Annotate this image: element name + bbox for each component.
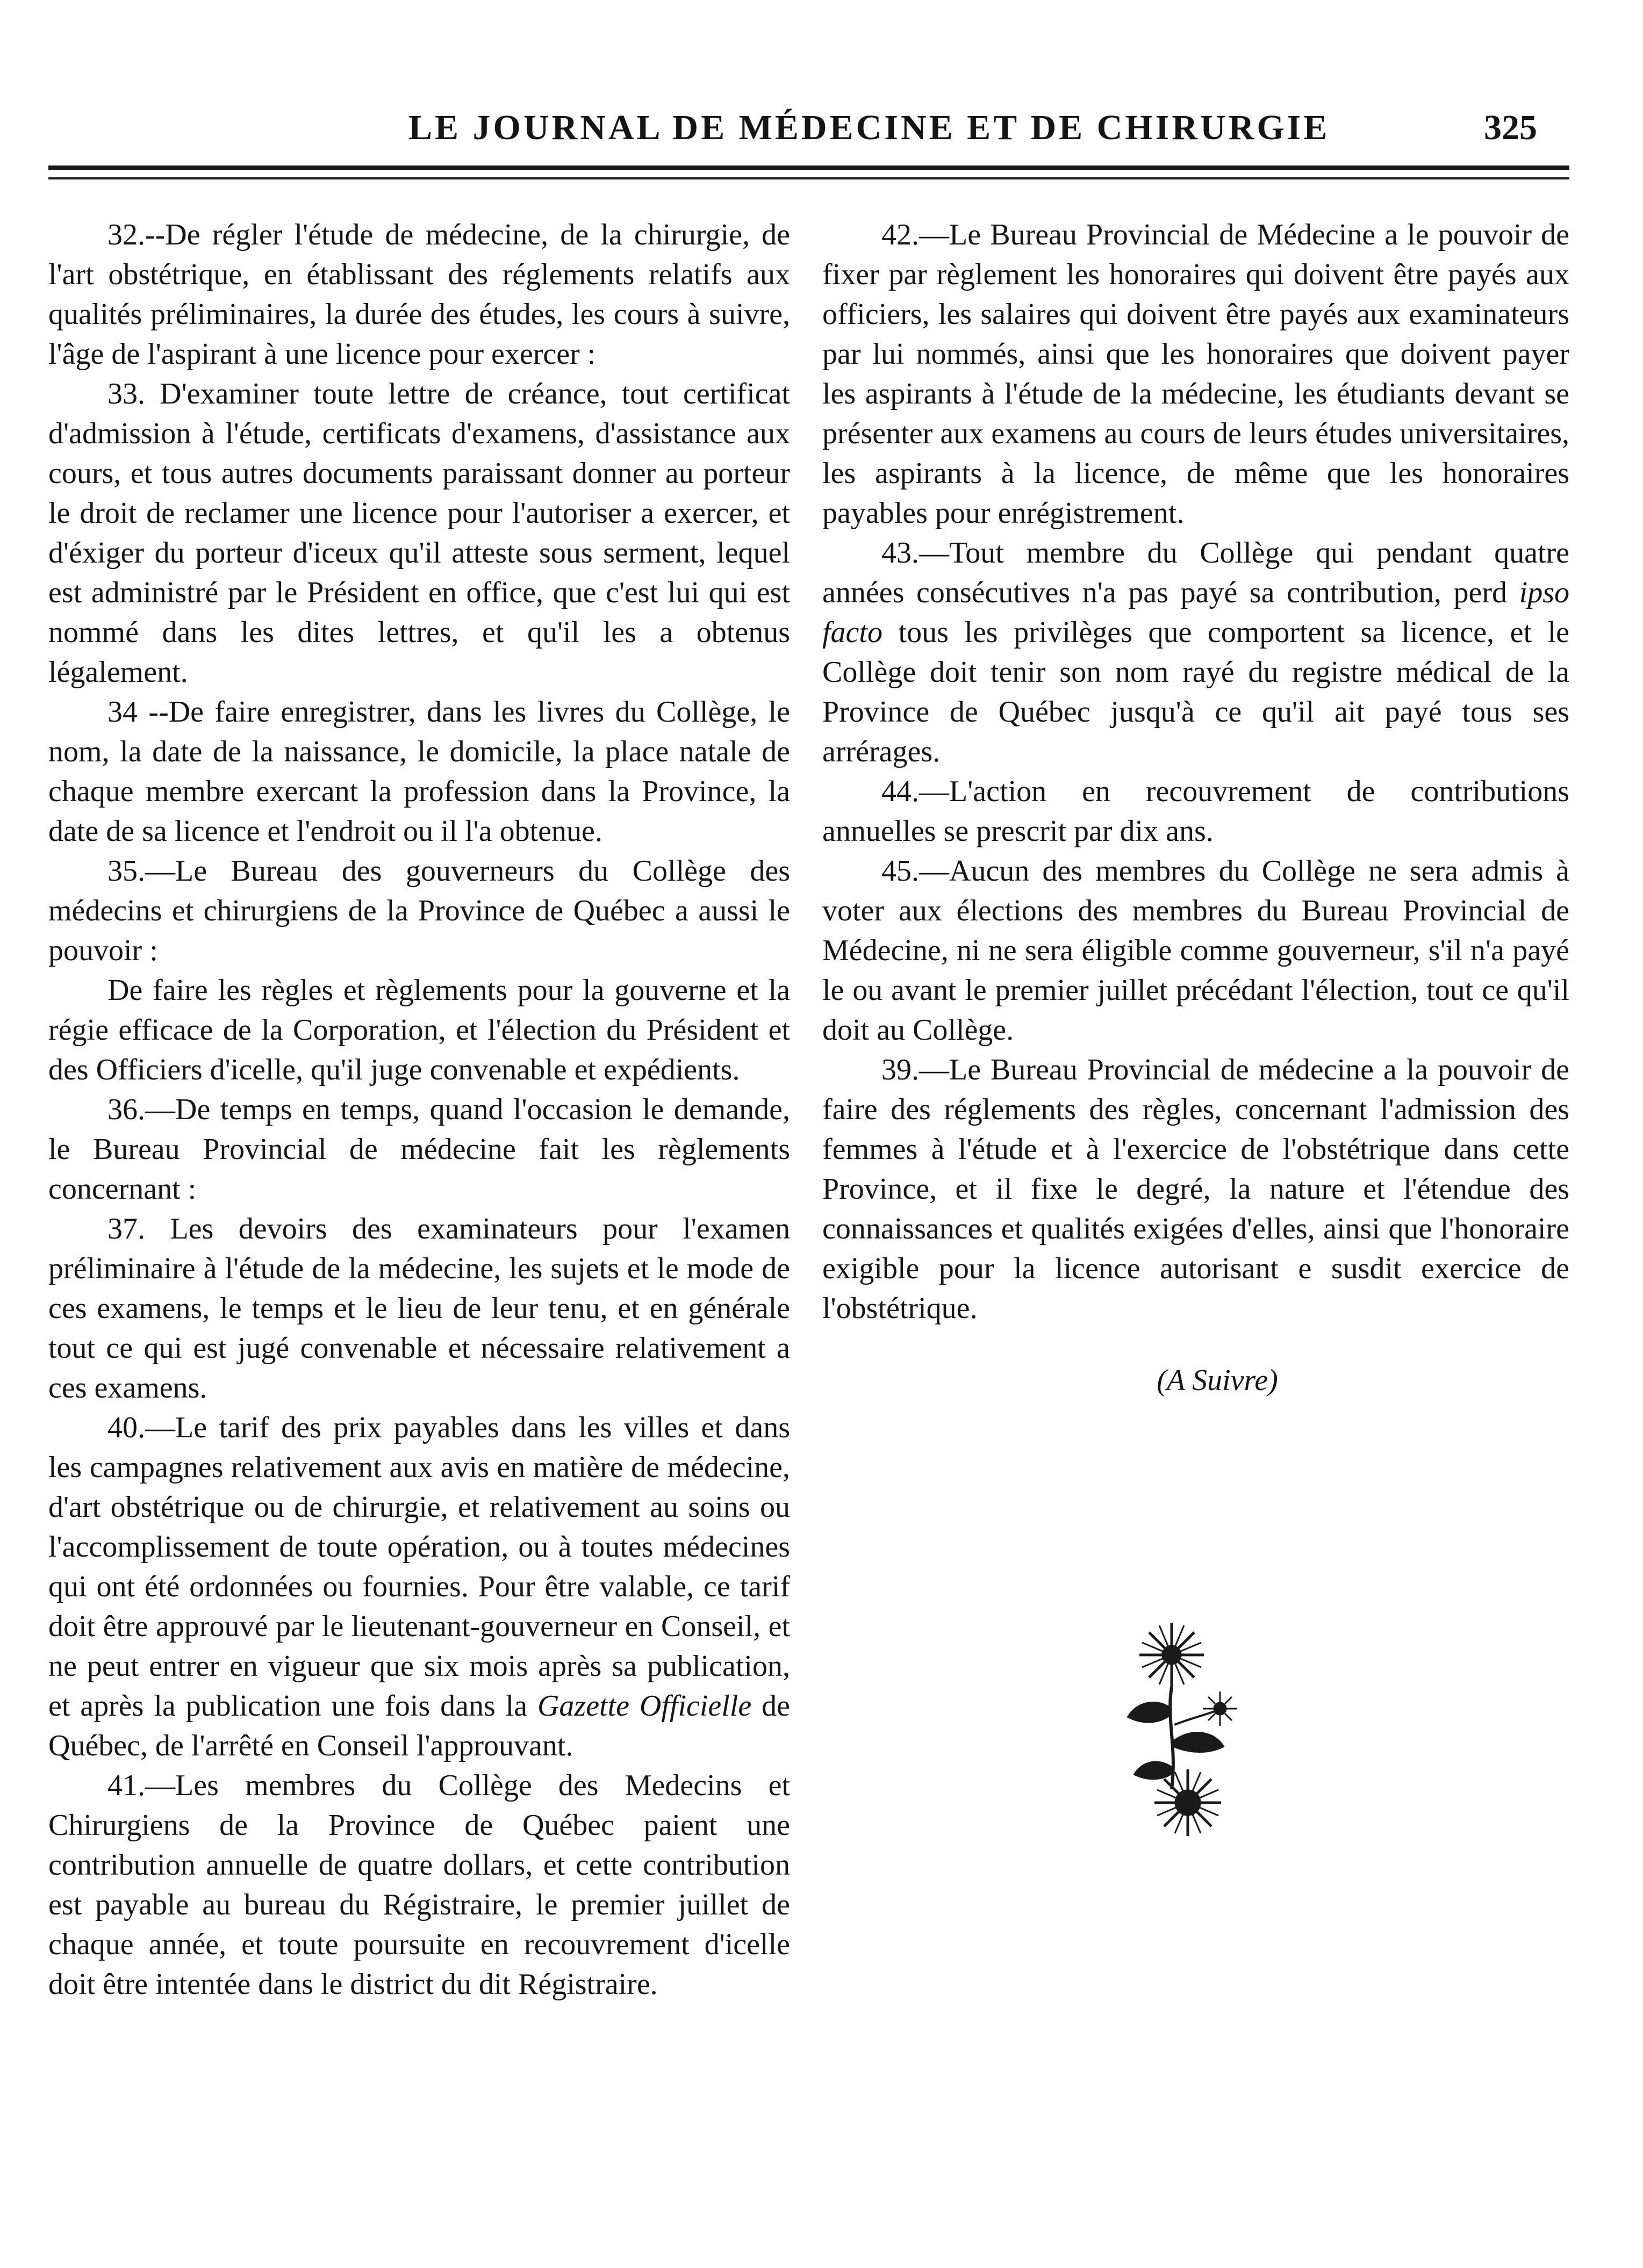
article-43-text: 43.—Tout membre du Collège qui pendant quatre années consécutives n'a pas payé sa contribution, perd: [822, 536, 1569, 609]
article-34: 34 --De faire enregistrer, dans les livres du Collège, le nom, la date de la naissance, le domicile, la place natale de chaque membre exercant la profession dans la Province, la date de sa licence et l'endroit ou il l'a obtenue.: [48, 695, 790, 848]
article-41: 41.—Les membres du Collège des Medecins et Chirurgiens de la Province de Québec paient une contribution annuelle de quatre dollars, et cette contribution est payable au bureau du Régistraire, le premier juillet de chaque année, et toute poursuite en recouvrement d'icelle doit être intentée dans le district du dit Régistraire.: [48, 1769, 790, 2001]
left-column: [48, 215, 790, 2004]
right-column: [822, 215, 1569, 1400]
article-40-tail: de Québec, de l'arrêté en Conseil l'approuvant.: [48, 1689, 791, 1762]
floral-vignette-icon: [1107, 1617, 1258, 1838]
article-36: 36.—De temps en temps, quand l'occasion le demande, le Bureau Provincial de médecine fait les règlements concernant :: [48, 1093, 790, 1206]
to-be-continued: (A Suivre): [1157, 1364, 1278, 1397]
article-35-rules: De faire les règles et règlements pour la gouverne et la régie efficace de la Corporation, et l'élection du Président et des Officiers d'icelle, qu'il juge convenable et expédients.: [48, 974, 790, 1086]
article-45: 45.—Aucun des membres du Collège ne sera admis à voter aux élections des membres du Bureau Provincial de Médecine, ni ne sera éligible comme gouverneur, s'il n'a payé le ou avant le premier juillet précédant l'élection, tout ce qu'il doit au Collège.: [822, 854, 1569, 1047]
header-rule-thin: [48, 177, 1569, 179]
article-40-text: 40.—Le tarif des prix payables dans les villes et dans les campagnes relativement aux avis en matière de médecine, d'art obstétrique ou de chirurgie, et relativement au soins ou l'accomplissement de toute opération, ou à toutes médecines qui ont été ordonnées ou fournies. Pour être valable, ce tarif doit être approuvé par le lieutenant-gouverneur en Conseil, et ne peut entrer en vigueur que six mois après sa publication, et après la publication une fois dans la: [48, 1411, 790, 1723]
article-42: 42.—Le Bureau Provincial de Médecine a le pouvoir de fixer par règlement les honoraires qui doivent être payés aux officiers, les salaires qui doivent être payés aux examinateurs par lui nommés, ainsi que les honoraires que doivent payer les aspirants à l'étude de la médecine, les étudiants devant se présenter aux examens au cours de leurs études universitaires, les aspirants à la licence, de même que les honoraires payables pour enrégistrement.: [822, 218, 1569, 530]
page-number: 325: [1484, 108, 1537, 147]
article-43: [822, 533, 1569, 772]
gazette-officielle: Gazette Officielle: [537, 1689, 752, 1723]
article-33: 33. D'examiner toute lettre de créance, tout certificat d'admission à l'étude, certificats d'examens, d'assistance aux cours, et tous autres documents paraissant donner au porteur le droit de reclamer une licence pour l'autoriser a exercer, et d'éxiger du porteur d'iceux qu'il atteste sous serment, lequel est administré par le Président en office, que c'est lui qui est nommé dans les dites lettres, et qu'il les a obtenus légalement.: [48, 377, 790, 689]
article-37: 37. Les devoirs des examinateurs pour l'examen préliminaire à l'étude de la médecine, les sujets et le mode de ces examens, le temps et le lieu de leur tenu, et en générale tout ce qui est jugé convenable et nécessaire relativement a ces examens.: [48, 1212, 790, 1405]
header-rule-thick: [48, 165, 1569, 170]
ipso-facto: ipso facto: [822, 576, 1569, 649]
article-39: 39.—Le Bureau Provincial de médecine a la pouvoir de faire des réglements des règles, concernant l'admission des femmes à l'étude et à l'exercice de l'obstétrique dans cette Province, et il fixe le degré, la nature et l'étendue des connaissances et qualités exigées d'elles, ainsi que l'honoraire exigible pour la licence autorisant e susdit exercice de l'obstétrique.: [822, 1053, 1569, 1325]
article-32: 32.--De régler l'étude de médecine, de la chirurgie, de l'art obstétrique, en établissant des réglements relatifs aux qualités préliminaires, la durée des études, les cours à suivre, l'âge de l'aspirant à une licence pour exercer :: [48, 218, 790, 371]
article-40: [48, 1408, 790, 1766]
article-43-tail: tous les privilèges que comportent sa licence, et le Collège doit tenir son nom rayé du registre médical de la Province de Québec jusqu'à ce qu'il ait payé tous ses arrérages.: [822, 616, 1569, 768]
running-title: LE JOURNAL DE MÉDECINE ET DE CHIRURGIE: [408, 108, 1330, 147]
article-44: 44.—L'action en recouvrement de contributions annuelles se prescrit par dix ans.: [822, 775, 1569, 848]
article-35: 35.—Le Bureau des gouverneurs du Collège des médecins et chirurgiens de la Province de Québec a aussi le pouvoir :: [48, 854, 790, 967]
